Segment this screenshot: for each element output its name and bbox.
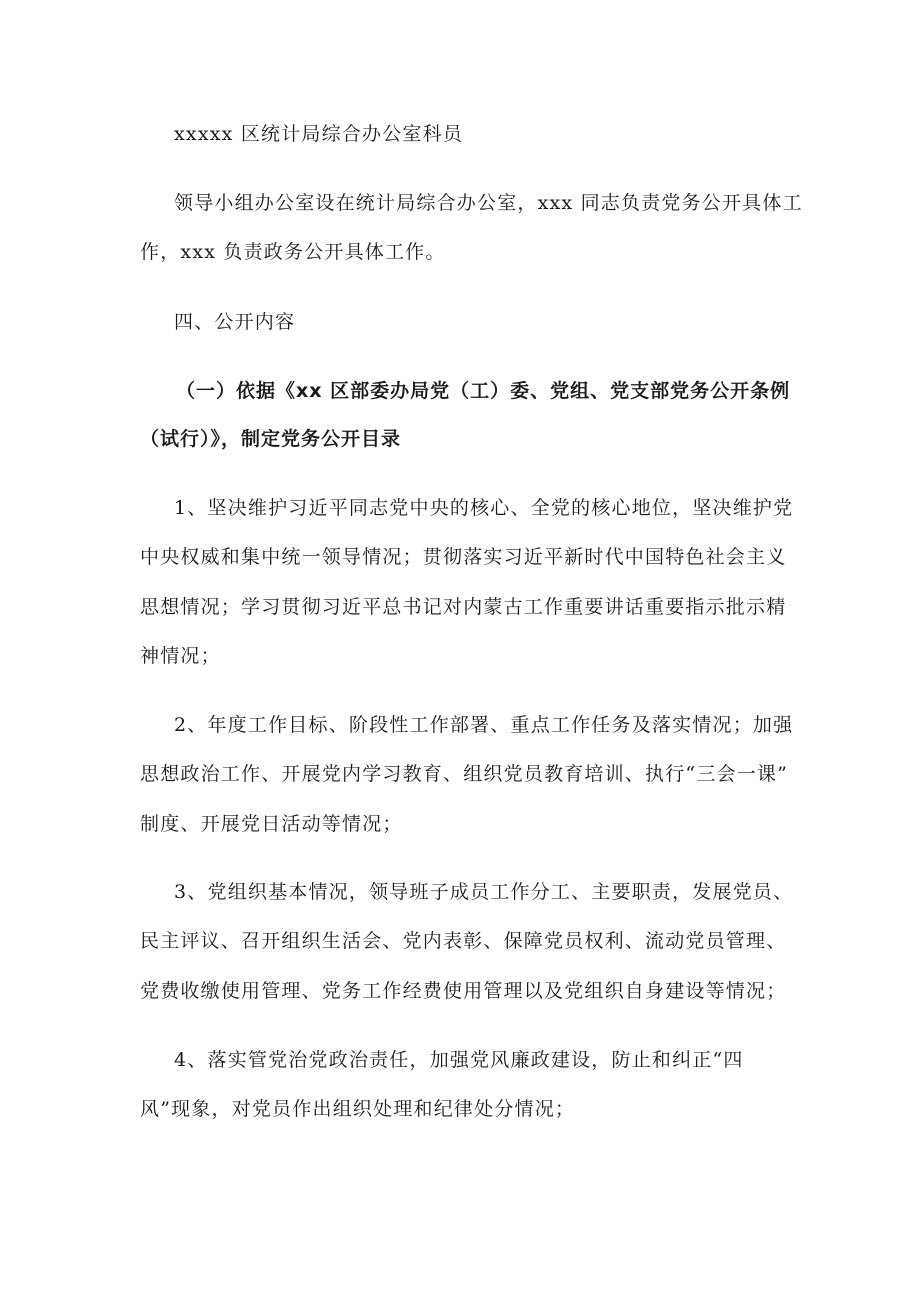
item-4-line-1: 4、落实管党治党政治责任，加强党风廉政建设，防止和纠正“四 bbox=[174, 1049, 744, 1071]
text-line-office-1: 领导小组办公室设在统计局综合办公室，xxx 同志负责党务公开具体工 bbox=[174, 192, 803, 214]
item-2-line-2: 思想政治工作、开展党内学习教育、组织党员教育培训、执行“三会一课” bbox=[140, 763, 789, 785]
item-2-line-3: 制度、开展党日活动等情况； bbox=[140, 813, 403, 835]
text-line-staff: xxxxx 区统计局综合办公室科员 bbox=[174, 123, 464, 145]
item-4-line-2: 风”现象，对党员作出组织处理和纪律处分情况； bbox=[140, 1098, 576, 1120]
section-heading-content: 四、公开内容 bbox=[174, 311, 296, 333]
item-1-line-4: 神情况； bbox=[140, 645, 221, 667]
item-1-line-2: 中央权威和集中统一领导情况；贯彻落实习近平新时代中国特色社会主义 bbox=[140, 546, 787, 568]
item-3-line-1: 3、党组织基本情况，领导班子成员工作分工、主要职责，发展党员、 bbox=[174, 881, 794, 903]
subsection-heading-2: （试行）》，制定党务公开目录 bbox=[140, 428, 402, 450]
item-3-line-2: 民主评议、召开组织生活会、党内表彰、保障党员权利、流动党员管理、 bbox=[140, 930, 787, 952]
item-1-line-3: 思想情况；学习贯彻习近平总书记对内蒙古工作重要讲话重要指示批示精 bbox=[140, 596, 787, 618]
subsection-heading-1: （一）依据《xx 区部委办局党（工）委、党组、党支部党务公开条例 bbox=[176, 380, 791, 402]
item-1-line-1: 1、坚决维护习近平同志党中央的核心、全党的核心地位，坚决维护党 bbox=[174, 497, 794, 519]
item-3-line-3: 党费收缴使用管理、党务工作经费使用管理以及党组织自身建设等情况； bbox=[140, 980, 787, 1002]
text-line-office-2: 作，xxx 负责政务公开具体工作。 bbox=[140, 241, 446, 263]
item-2-line-1: 2、年度工作目标、阶段性工作部署、重点工作任务及落实情况；加强 bbox=[174, 714, 794, 736]
